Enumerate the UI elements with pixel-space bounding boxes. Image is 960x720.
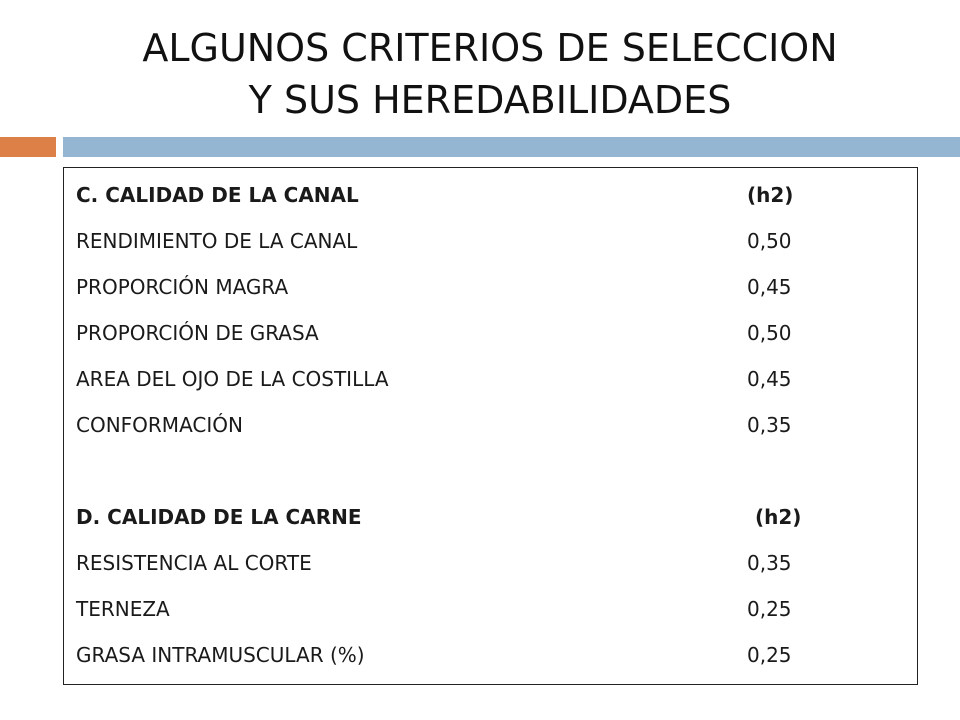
row-value: 0,45 [747,367,792,391]
row-label: GRASA INTRAMUSCULAR (%) [76,643,365,667]
slide-title [60,22,920,126]
row-label: RENDIMIENTO DE LA CANAL [76,229,358,253]
section-c-heading-h2: (h2) [747,183,794,207]
row-label: TERNEZA [76,597,170,621]
row-label: CONFORMACIÓN [76,413,243,437]
section-c-heading: C. CALIDAD DE LA CANAL [76,183,359,207]
row-value: 0,35 [747,413,792,437]
slide-title-line-2: Y SUS HEREDABILIDADES [248,78,732,122]
row-value: 0,50 [747,321,792,345]
slide-title-line-1: ALGUNOS CRITERIOS DE SELECCION [142,26,838,70]
row-label: PROPORCIÓN MAGRA [76,275,289,299]
row-value: 0,25 [747,597,792,621]
row-value: 0,45 [747,275,792,299]
accent-bar-orange [0,137,56,157]
row-label: AREA DEL OJO DE LA COSTILLA [76,367,389,391]
row-label: PROPORCIÓN DE GRASA [76,321,319,345]
row-value: 0,35 [747,551,792,575]
row-value: 0,25 [747,643,792,667]
row-value: 0,50 [747,229,792,253]
section-d-heading: D. CALIDAD DE LA CARNE [76,505,362,529]
heritability-table [63,167,918,685]
section-d-heading-h2: (h2) [755,505,802,529]
row-label: RESISTENCIA AL CORTE [76,551,312,575]
accent-bar-blue [63,137,960,157]
